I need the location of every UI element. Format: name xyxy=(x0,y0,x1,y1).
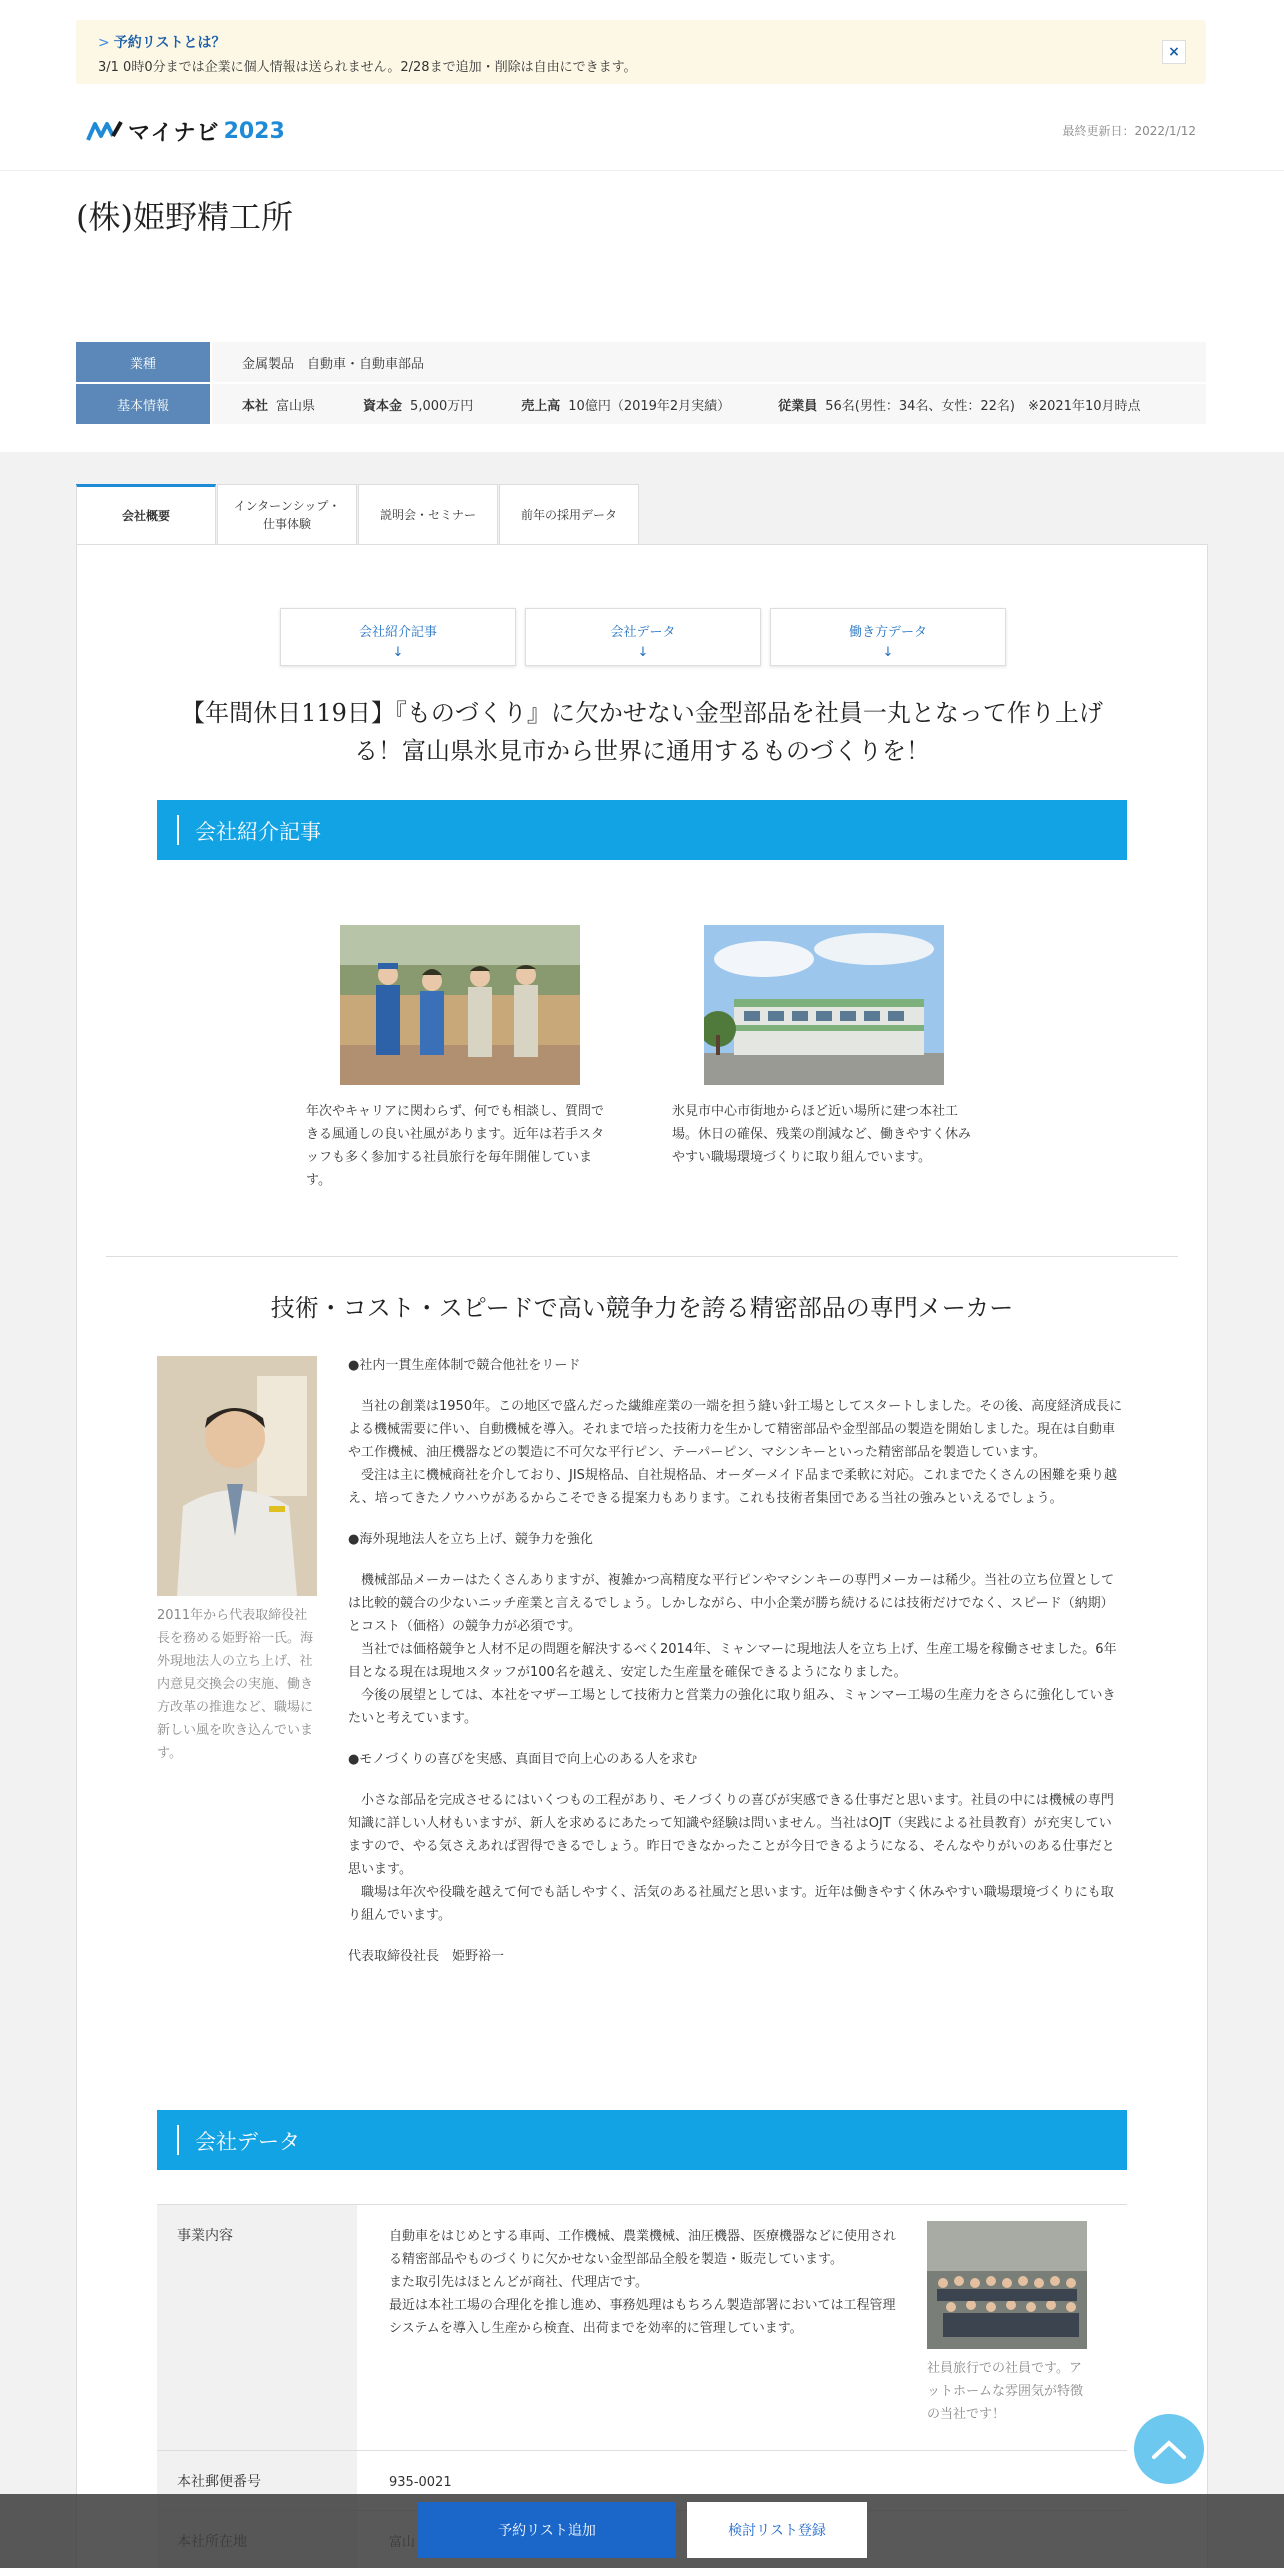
anchor-links xyxy=(280,608,1015,666)
chevron-right-icon: > xyxy=(98,35,110,51)
business-value xyxy=(357,2205,1127,2450)
factory-photo xyxy=(704,925,944,1085)
tab-recruit-data[interactable]: 前年の採用データ xyxy=(499,484,639,544)
article-subheading-2: ●海外現地法人を立ち上げ、競争力を強化 xyxy=(348,1532,593,1547)
anchor-workstyle[interactable] xyxy=(770,608,1006,666)
article-paragraph: 機械部品メーカーはたくさんありますが、複雑かつ高精度な平行ピンやマシンキーの専門メーカーは稀少。当社の立ち位置としては比較的競合の少ないニッチ産業と言えるでしょう。しかしながら、中小企業が勝ち続けるには技術だけでなく、スピード（納期）とコスト（価格）の競争力が必須です。 xyxy=(348,1573,1115,1634)
zip-key: 本社郵便番号 xyxy=(157,2451,357,2510)
last-updated: 最終更新日：2022/1/12 xyxy=(1062,124,1196,138)
factory-photo-image xyxy=(704,925,944,1085)
group-photo-caption: 社員旅行での社員です。アットホームな雰囲気が特徴の当社です！ xyxy=(927,2361,1084,2422)
arrow-down-icon: ↓ xyxy=(882,645,894,660)
zip-value: 935-0021 xyxy=(389,2475,452,2490)
section-heading-article-text: 会社紹介記事 xyxy=(195,820,321,844)
section-divider xyxy=(106,1256,1178,1257)
close-icon[interactable]: × xyxy=(1162,40,1186,64)
brand-year: 2023 xyxy=(223,118,285,144)
article-paragraph: 当社の創業は1950年。この地区で盛んだった繊維産業の一端を担う縫い針工場としてスタートしました。その後、高度経済成長による機械需要に伴い、自動機械を導入。それまで培った技術力を生かして精密部品や金型部品の製造を開始しました。現在は自動車や工作機械、油圧機器などの製造に不可欠な平行ピン、テーパーピン、マシンキーといった精密部品を製造しています。 xyxy=(348,1399,1123,1460)
president-portrait-image xyxy=(157,1356,317,1596)
basic-info-label: 基本情報 xyxy=(76,384,210,424)
capital-key: 資本金 xyxy=(363,398,403,414)
anchor-article[interactable] xyxy=(280,608,516,666)
reservation-notice xyxy=(76,20,1206,84)
section-heading-company-data-text: 会社データ xyxy=(195,2130,300,2154)
spacer xyxy=(348,1771,1124,1789)
mynavi-logo-icon xyxy=(86,118,124,144)
employees-value: 56名(男性：34名、女性：22名) ※2021年10月時点 xyxy=(825,398,1141,414)
anchor-article-label: 会社紹介記事 xyxy=(358,625,437,640)
article-paragraph: 職場は年次や役職を越えて何でも話しやすく、活気のある社風だと思います。近年は働きやすく休みやすい職場環境づくりにも取り組んでいます。 xyxy=(348,1885,1114,1923)
tab-company-overview[interactable]: 会社概要 xyxy=(76,484,216,544)
add-reservation-button[interactable]: 予約リスト追加 xyxy=(418,2502,676,2558)
heading-accent-line xyxy=(177,815,179,845)
brand-name: マイナビ xyxy=(128,120,220,146)
article-signature: 代表取締役社長 姫野裕一 xyxy=(348,1949,505,1964)
tab-internship[interactable]: インターンシップ・ 仕事体験 xyxy=(217,484,357,544)
factory-photo-caption: 氷見市中心市街地からほど近い場所に建つ本社工場。休日の確保、残業の削減など、働きやすく休みやすい職場環境づくりに取り組んでいます。 xyxy=(672,1104,972,1165)
capital-value: 5,000万円 xyxy=(410,398,474,414)
heading-accent-line xyxy=(177,2125,179,2155)
add-consideration-button[interactable]: 検討リスト登録 xyxy=(687,2502,867,2558)
article-paragraph: 今後の展望としては、本社をマザー工場として技術力と営業力の強化に取り組み、ミャンマー工場の生産力をさらに強化していきたいと考えています。 xyxy=(348,1688,1116,1726)
industry-row xyxy=(76,342,1206,382)
spacer xyxy=(348,1377,1124,1395)
sales-key: 売上高 xyxy=(521,398,561,414)
spacer xyxy=(348,1730,1124,1748)
president-portrait xyxy=(157,1356,317,1596)
tab-seminar[interactable]: 説明会・セミナー xyxy=(358,484,498,544)
header-divider xyxy=(0,170,1284,171)
hq-key: 本社 xyxy=(242,398,269,414)
mynavi-logo[interactable] xyxy=(86,116,285,146)
basic-info-row xyxy=(76,384,1206,424)
hq-value: 富山県 xyxy=(276,398,316,414)
spacer xyxy=(348,1551,1124,1569)
notice-title: 予約リストとは？ xyxy=(113,35,226,51)
company-summary xyxy=(76,342,1206,426)
page-title: (株)姫野精工所 xyxy=(76,198,293,236)
article-paragraph: 当社では価格競争と人材不足の問題を解決するべく2014年、ミャンマーに現地法人を立ち上げ、生産工場を稼働させました。6年目となる現在は現地スタッフが100名を越え、安定した生産量を確保できるようになりました。 xyxy=(348,1642,1117,1680)
staff-photo-caption: 年次やキャリアに関わらず、何でも相談し、質問できる風通しの良い社風があります。近年は若手スタッフも多く参加する社員旅行を毎年開催しています。 xyxy=(306,1104,604,1188)
section-heading-article xyxy=(157,800,1127,860)
arrow-down-icon: ↓ xyxy=(637,645,649,660)
staff-photo-image xyxy=(340,925,580,1085)
business-text: また取引先はほとんどが商社、代理店です。 xyxy=(389,2275,648,2290)
sales-value: 10億円（2019年2月実績） xyxy=(568,398,731,414)
anchor-workstyle-label: 働き方データ xyxy=(848,625,927,640)
portrait-caption: 2011年から代表取締役社長を務める姫野裕一氏。海外現地法人の立ち上げ、社内意見交換会の実施、働き方改革の推進など、職場に新しい風を吹き込んでいます。 xyxy=(157,1608,314,1761)
business-key: 事業内容 xyxy=(157,2205,357,2450)
industry-value: 金属製品 自動車・自動車部品 xyxy=(212,342,1206,382)
basic-info-value xyxy=(212,384,1206,424)
business-text: 自動車をはじめとする車両、工作機械、農業機械、油圧機器、医療機器などに使用される精密部品やものづくりに欠かせない金型部品全般を製造・販売しています。 xyxy=(389,2229,897,2267)
staff-photo xyxy=(340,925,580,1085)
spacer xyxy=(348,1510,1124,1528)
article-paragraph: 小さな部品を完成させるにはいくつもの工程があり、モノづくりの喜びが実感できる仕事だと思います。社員の中には機械の専門知識に詳しい人材もいますが、新人を求めるにあたって知識や経験は問いません。当社はOJT（実践による社員教育）が充実していますので、やる気さえあれば習得できるでしょう。昨日できなかったことが今日できるようになる、そんなやりがいのある仕事だと思います。 xyxy=(348,1793,1115,1877)
section-heading-company-data xyxy=(157,2110,1127,2170)
table-row xyxy=(157,2205,1127,2451)
headline: 【年間休日119日】『ものづくり』に欠かせない金型部品を社員一丸となって作り上げる！富山県氷見市から世界に通用するものづくりを！ xyxy=(181,699,1103,765)
chevron-up-icon xyxy=(1151,2438,1187,2460)
employees-key: 従業員 xyxy=(778,398,818,414)
group-photo xyxy=(927,2221,1087,2349)
scroll-to-top-button[interactable] xyxy=(1134,2414,1204,2484)
arrow-down-icon: ↓ xyxy=(392,645,404,660)
article-body xyxy=(348,1354,1124,1968)
article-paragraph: 受注は主に機械商社を介しており、JIS規格品、自社規格品、オーダーメイド品まで柔軟に対応。これまでたくさんの困難を乗り越え、培ってきたノウハウがあるからこそできる提案力もあります。これも技術者集団である当社の強みといえるでしょう。 xyxy=(348,1468,1118,1506)
anchor-company-data[interactable] xyxy=(525,608,761,666)
group-photo-image xyxy=(927,2221,1087,2349)
article-title: 技術・コスト・スピードで高い競争力を誇る精密部品の専門メーカー xyxy=(270,1294,1014,1322)
article-subheading-1: ●社内一貫生産体制で競合他社をリード xyxy=(348,1358,581,1373)
industry-label: 業種 xyxy=(76,342,210,382)
business-text: 最近は本社工場の合理化を推し進め、事務処理はもちろん製造部署においては工程管理システムを導入し生産から検査、出荷までを効率的に管理しています。 xyxy=(389,2298,896,2336)
article-subheading-3: ●モノづくりの喜びを実感、真面目で向上心のある人を求む xyxy=(348,1752,698,1767)
anchor-company-data-label: 会社データ xyxy=(610,625,676,640)
notice-text: 3/1 0時0分までは企業に個人情報は送られません。2/28まで追加・削除は自由にできます。 xyxy=(98,60,637,75)
notice-title-link[interactable] xyxy=(98,32,225,52)
bottom-action-bar xyxy=(0,2494,1284,2568)
tab-bar xyxy=(76,484,640,544)
spacer xyxy=(348,1927,1124,1945)
